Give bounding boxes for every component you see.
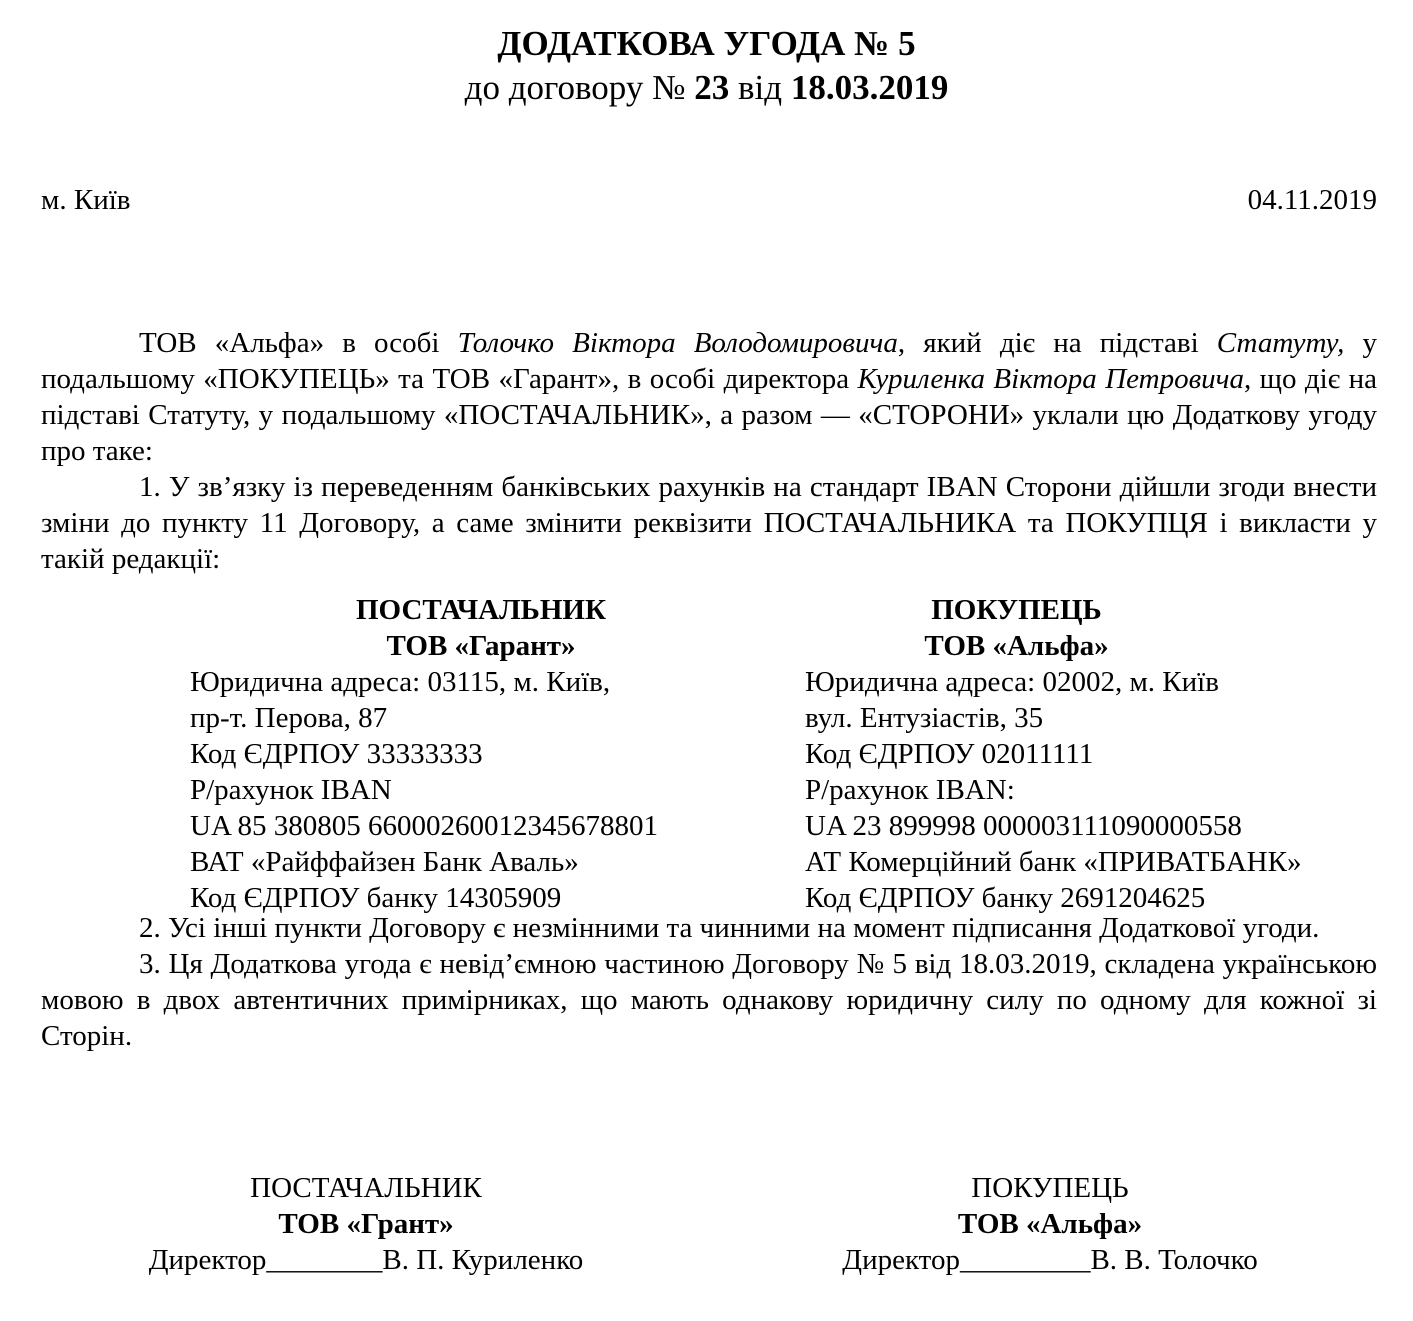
subtitle-mid: від bbox=[729, 68, 791, 107]
document-title: ДОДАТКОВА УГОДА № 5 bbox=[497, 24, 916, 63]
supplier-signature bbox=[96, 1170, 636, 1278]
buyer-sign-line: Директор_________В. В. Толочко bbox=[842, 1244, 1258, 1276]
buyer-sign-role: ПОКУПЕЦЬ bbox=[971, 1172, 1129, 1204]
supplier-line: Юридична адреса: 03115, м. Київ, bbox=[190, 666, 611, 698]
buyer-director-name: Толочко Віктора Володомировича bbox=[457, 327, 898, 359]
buyer-line: Код ЄДРПОУ 02011111 bbox=[805, 738, 1094, 770]
subtitle-prefix: до договору № bbox=[464, 68, 695, 107]
buyer-signature bbox=[790, 1170, 1310, 1278]
supplier-sign-role: ПОСТАЧАЛЬНИК bbox=[250, 1172, 482, 1204]
clause-3: 3. Ця Додаткова угода є невід’ємною частиною Договору № 5 від 18.03.2019, складена українською мовою в двох автентичних примірниках, що мають однакову юридичну силу по одному для кожної зі Сторін. bbox=[41, 948, 1377, 1052]
buyer-line: Юридична адреса: 02002, м. Київ bbox=[805, 666, 1219, 698]
supplier-line: Код ЄДРПОУ банку 14305909 bbox=[190, 882, 562, 914]
supplier-line: Р/рахунок IBAN bbox=[190, 774, 392, 806]
statute-ref: Статуту, bbox=[1216, 327, 1345, 359]
place: м. Київ bbox=[41, 184, 131, 216]
intro-text-b: , який діє на підставі bbox=[897, 327, 1217, 359]
buyer-line: Код ЄДРПОУ банку 2691204625 bbox=[805, 882, 1206, 914]
document-date: 04.11.2019 bbox=[1247, 184, 1377, 216]
contract-number: 23 bbox=[694, 68, 730, 107]
buyer-line: UA 23 899998 000003111090000558 bbox=[805, 810, 1242, 842]
intro-text bbox=[41, 325, 1377, 577]
supplier-role: ПОСТАЧАЛЬНИК bbox=[356, 594, 606, 626]
contract-date: 18.03.2019 bbox=[790, 68, 949, 107]
supplier-director-name: Куриленка Віктора Петровича bbox=[857, 363, 1245, 395]
supplier-sign-line: Директор________В. П. Куриленко bbox=[148, 1244, 584, 1276]
document-subtitle bbox=[0, 66, 1413, 110]
buyer-line: вул. Ентузіастів, 35 bbox=[805, 702, 1044, 734]
buyer-sign-company: ТОВ «Альфа» bbox=[957, 1208, 1143, 1240]
supplier-sign-company: ТОВ «Грант» bbox=[278, 1208, 454, 1240]
supplier-company: ТОВ «Гарант» bbox=[386, 630, 576, 662]
closing-clauses bbox=[41, 910, 1377, 1054]
buyer-line: АТ Комерційний банк «ПРИВАТБАНК» bbox=[805, 846, 1302, 878]
clause-1: 1. У зв’язку із переведенням банківських рахунків на стандарт IBAN Сторони дійшли згоди внести зміни до пункту 11 Договору, а саме змінити реквізити ПОСТАЧАЛЬНИКА та ПОКУПЦЯ і викласти у такій редакції: bbox=[41, 471, 1377, 575]
clause-2: 2. Усі інші пункти Договору є незмінними та чинними на момент підписання Додаткової угоди. bbox=[139, 912, 1320, 944]
intro-text-a: ТОВ «Альфа» в особі bbox=[139, 327, 458, 359]
supplier-line: ВАТ «Райффайзен Банк Аваль» bbox=[190, 846, 579, 878]
supplier-requisites bbox=[41, 592, 741, 916]
buyer-requisites bbox=[656, 592, 1377, 916]
buyer-line: Р/рахунок IBAN: bbox=[805, 774, 1015, 806]
supplier-line: UA 85 380805 66000260012345678801 bbox=[190, 810, 659, 842]
buyer-role: ПОКУПЕЦЬ bbox=[931, 594, 1102, 626]
supplier-line: Код ЄДРПОУ 33333333 bbox=[190, 738, 483, 770]
intro-text-d: , що діє на підставі Статуту, у подальшому «ПОСТАЧАЛЬНИК», а разом — «СТОРОНИ» уклали цю Додаткову угоду про таке: bbox=[41, 363, 1377, 467]
supplier-line: пр-т. Перова, 87 bbox=[190, 702, 388, 734]
intro-text-c: у подальшому «ПОКУПЕЦЬ» та ТОВ «Гарант», в особі директора bbox=[41, 327, 1377, 395]
intro-paragraph bbox=[41, 325, 1377, 469]
buyer-company: ТОВ «Альфа» bbox=[924, 630, 1109, 662]
